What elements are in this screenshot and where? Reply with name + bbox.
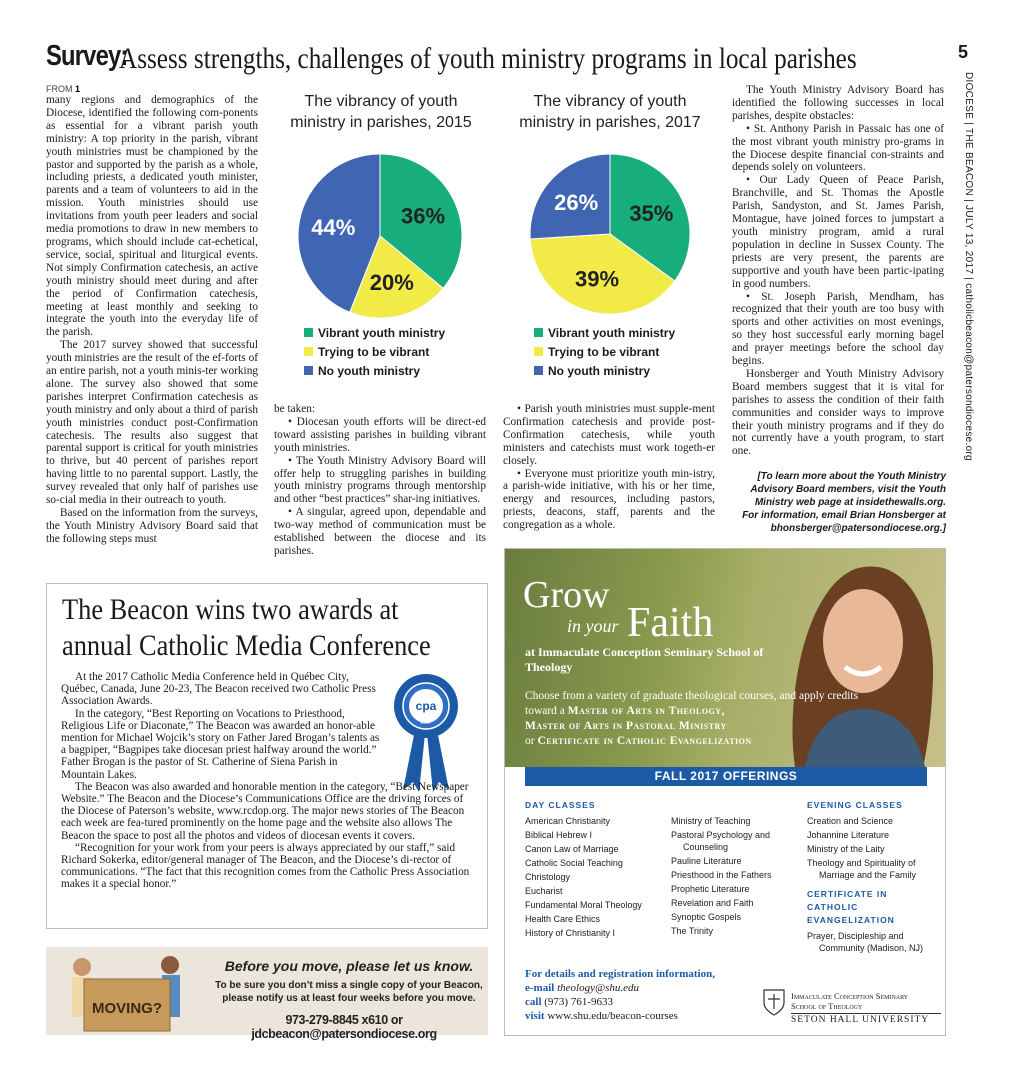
ad-contact xyxy=(525,967,745,1023)
legend-label: Trying to be vibrant xyxy=(318,344,430,359)
ad-or: or xyxy=(525,735,535,747)
seminary-line: School of Theology xyxy=(791,1001,863,1011)
pie-data-label: 39% xyxy=(575,266,620,292)
from-page: 1 xyxy=(75,84,81,94)
pie-data-label: 36% xyxy=(401,203,446,229)
paragraph: At the 2017 Catholic Media Conference held in Québec City, Québec, Canada, June 20-23, The Beacon received two Catholic Press Association Awards. xyxy=(61,671,376,708)
paragraph: • St. Anthony Parish in Passaic has one of the most vibrant youth ministry pro-grams in the Diocese despite financial con-straints and depends solely on volunteers. xyxy=(732,122,944,174)
pie-data-label: 20% xyxy=(369,270,414,296)
chart-2017-title: The vibrancy of youth ministry in parishes, 2017 xyxy=(519,93,701,131)
paragraph: • A singular, agreed upon, dependable and two-way method of communication must be established between the diocese and its parishes. xyxy=(274,506,486,557)
chart-2015-pie xyxy=(296,152,464,320)
course: Priesthood in the Fathers xyxy=(671,870,772,880)
university-name: SETON HALL UNIVERSITY xyxy=(791,1013,941,1025)
legend-swatch xyxy=(534,328,543,337)
legend-swatch xyxy=(534,347,543,356)
legend-item xyxy=(534,323,675,342)
moving-notice xyxy=(46,947,488,1041)
ad-faith: Faith xyxy=(627,600,714,646)
day-classes-heading: DAY CLASSES xyxy=(525,800,596,810)
course: Marriage and the Family xyxy=(819,870,917,880)
seminary-seal-icon xyxy=(761,987,787,1017)
course: Counseling xyxy=(683,842,729,852)
ad-email: theology@shu.edu xyxy=(557,982,639,994)
course: Eucharist xyxy=(525,886,563,896)
legend-swatch xyxy=(304,328,313,337)
paragraph: The Beacon was also awarded and honorable mention in the category, “Best Newspaper Website.” The Beacon and the Diocese’s Communications Office are the driving forces of the Diocese of Paterson’s website, www.rcdop.org. The major news stories of The Beacon each week are fea-tured prominently on the home page and the website also allows The Beacon the space to post all the photos and videos of diocesan events it covers. xyxy=(61,780,469,842)
paragraph: many regions and demographics of the Diocese, identified the following com-ponents as essential for a vibrant parish youth ministry: A top priority in the parish, vibrant youth ministries must be championed by the pastor and supported by the parish as a whole, including priests, a dedicated youth minister, parents and a team of volunteers to aid in the mission. Youth ministries should use invitations from youth peer leaders and social media promotions to draw in new members to programs, which should include cat-echetical, service, social, spiritual and liturgical events. Not simply Confirmation catechesis, an active youth ministry should meet during and after the period of Confirmation catechesis, meeting at least monthly and seeking to integrate the youth into the everyday life of the parish. xyxy=(46,94,258,339)
call-label: call xyxy=(525,996,542,1008)
certificate-heading: CERTIFICATE IN CATHOLIC EVANGELIZATION xyxy=(807,889,895,925)
ad-details: For details and registration information, xyxy=(525,968,715,980)
chart-2015-title: The vibrancy of youth ministry in parishes, 2015 xyxy=(290,93,472,131)
ad-choose-text: Choose from a variety of graduate theological courses, and apply credits toward a xyxy=(525,690,859,717)
jump-from xyxy=(46,84,258,94)
from-label: FROM xyxy=(46,84,73,94)
paragraph: The 2017 survey showed that successful youth ministries are the result of the ef-forts of an entire parish, not a youth minis-ter working alone. The survey also showed that some parishes interpret Confirmation catechesis as youth ministry and only about a third of parish youth ministries conduct post-Confirmation catechesis. The results also suggest that parental support is critical for youth ministries to thrive, but 40 percent of parishes report having little to no parental support. Lastly, the survey revealed that only half of parishes use so-cial media in their outreach to youth. xyxy=(46,339,258,507)
seminary-line: Immaculate Conception Seminary xyxy=(791,991,909,1001)
paragraph: The Youth Ministry Advisory Board has identified the following successes in local parishes, despite obstacles: xyxy=(732,84,944,122)
learn-more-note: [To learn more about the Youth Ministry Advisory Board members, visit the Youth Ministry web page at insidethewalls.org. For information, email Brian Honsberger at bhonsberger@patersondiocese.org.] xyxy=(742,471,946,534)
headline-title: Assess strengths, challenges of youth ministry programs in local parishes xyxy=(119,42,857,75)
evening-classes-heading: EVENING CLASSES xyxy=(807,800,903,810)
legend-item xyxy=(534,342,675,361)
day-classes-col-1 xyxy=(525,799,665,940)
email-label: e-mail xyxy=(525,982,555,994)
course: Johannine Literature xyxy=(807,830,890,840)
course: The Trinity xyxy=(671,926,714,936)
legend-item xyxy=(304,323,445,342)
legend-label: Vibrant youth ministry xyxy=(318,325,446,340)
legend-item xyxy=(304,361,445,380)
article-column-1 xyxy=(46,84,258,546)
chart-2017-pie xyxy=(528,152,692,316)
course: Revelation and Faith xyxy=(671,898,754,908)
ad-photo xyxy=(505,549,946,767)
legend-label: No youth ministry xyxy=(318,363,421,378)
course: Ministry of Teaching xyxy=(671,816,751,826)
article-column-3 xyxy=(503,403,715,532)
course: History of Christianity I xyxy=(525,928,616,938)
paragraph: • Parish youth ministries must supple-ment Confirmation catechesis and provide post-Confirmation catechesis, while youth ministers and catechists must work togeth-er closely. xyxy=(503,403,715,467)
headline xyxy=(46,40,946,80)
ad-degree: Master of Arts in Pastoral Ministry xyxy=(525,720,727,732)
beacon-body xyxy=(61,671,473,891)
course: Community (Madison, NJ) xyxy=(819,943,924,953)
course: Health Care Ethics xyxy=(525,914,601,924)
paragraph: • Everyone must prioritize youth min-istry, a parish-wide initiative, with his or her time, energy and resources, including pastors, priests, deacons, staff, parents and the congregation as a whole. xyxy=(503,467,715,532)
paragraph: Based on the information from the surveys, the Youth Ministry Advisory Board said that the following steps must xyxy=(46,507,258,545)
legend-label: Vibrant youth ministry xyxy=(548,325,676,340)
moving-box-icon xyxy=(58,953,198,1033)
day-classes-col-2 xyxy=(671,814,801,938)
pie-data-label: 44% xyxy=(311,215,356,241)
beacon-title xyxy=(62,592,432,664)
course: Biblical Hebrew I xyxy=(525,830,593,840)
ad-grow: Grow xyxy=(523,574,610,616)
course: Pastoral Psychology and xyxy=(671,830,771,840)
course: Prayer, Discipleship and xyxy=(807,931,904,941)
legend-label: Trying to be vibrant xyxy=(548,344,660,359)
chart-2015-legend xyxy=(304,323,445,380)
course: Creation and Science xyxy=(807,816,894,826)
paragraph: In the category, “Best Reporting on Vocations to Priesthood, Religious Life or Diaconate,” The Beacon was awarded an honor-able mention for Michael Wojcik’s story on Father Jared Brogan’s talents as a bagpiper, “Bagpipes take diocesan priest halfway around the world.” Father Brogan is the pastor of St. Catherine of Siena Parish in Mountain Lakes. xyxy=(61,707,380,781)
article-column-4 xyxy=(732,84,944,458)
ad-banner: FALL 2017 OFFERINGS xyxy=(525,767,927,786)
badge-year: 2017 xyxy=(420,720,432,726)
moving-heading: Before you move, please let us know. xyxy=(224,958,474,974)
course: Prophetic Literature xyxy=(671,884,750,894)
moving-contact: 973-279-8845 x610 or jdcbeacon@patersondiocese.org xyxy=(251,1013,437,1041)
legend-item xyxy=(304,342,445,361)
paragraph: • Diocesan youth efforts will be direct-ed toward assisting parishes in building vibrant youth ministries. xyxy=(274,415,486,454)
beacon-title-line: The Beacon wins two awards at xyxy=(62,593,399,626)
ad-school: at Immaculate Conception Seminary School of Theology xyxy=(525,645,764,674)
pie-data-label: 35% xyxy=(629,200,674,226)
legend-swatch xyxy=(304,366,313,375)
course: Fundamental Moral Theology xyxy=(525,900,642,910)
page-strip-text: DIOCESE | THE BEACON | JULY 13, 2017 | catholicbeacon@patersondiocese.org xyxy=(963,72,974,461)
page-strip xyxy=(958,72,980,461)
course: Theology and Spirituality of xyxy=(807,858,916,868)
visit-label: visit xyxy=(525,1010,545,1022)
moving-sub: To be sure you don’t miss a single copy of your Beacon, please notify us at least four weeks before you move. xyxy=(215,980,483,1004)
moving-box-label: MOVING? xyxy=(92,1000,162,1017)
paragraph: • Our Lady Queen of Peace Parish, Branchville, and St. Thomas the Apostle Parish, Sandyston, and St. James Parish, Montague, have joined forces to jumpstart a youth ministry program, amid a rural population in decline in Sussex County. The priests are very present, the parents are supportive and youth have been partic-ipating in good numbers. xyxy=(732,174,944,290)
ad-degree: Master of Arts in Theology, xyxy=(567,705,725,717)
legend-swatch xyxy=(304,347,313,356)
beacon-awards-article xyxy=(46,583,488,929)
ad-in-your: in your xyxy=(567,616,619,636)
course: Pauline Literature xyxy=(671,856,742,866)
course: Christology xyxy=(525,872,571,882)
course: Canon Law of Marriage xyxy=(525,844,619,854)
course: Catholic Social Teaching xyxy=(525,858,623,868)
headline-kicker: Survey: xyxy=(46,40,128,72)
legend-swatch xyxy=(534,366,543,375)
seminary-ad xyxy=(504,548,946,1036)
legend-item xyxy=(534,361,675,380)
paragraph: • The Youth Ministry Advisory Board will offer help to struggling parishes in building youth ministry programs through mentorship and other “best practices” shar-ing initiatives. xyxy=(274,454,486,506)
paragraph: “Recognition for your work from your peers is always appreciated by our staff,” said Richard Sokerka, editor/general manager of The Beacon, and the Diocese’s di-rector of communications. “The fact that this recognition comes from the Catholic Press Association makes it a special honor.” xyxy=(61,841,470,891)
course: American Christianity xyxy=(525,816,611,826)
paragraph: Honsberger and Youth Ministry Advisory Board members suggest that it is vital for parishes to assess the condition of their faith communities and consider ways to improve their youth ministry programs and if they do not currently have a youth program, to start one. xyxy=(732,367,944,458)
beacon-title-line: annual Catholic Media Conference xyxy=(62,629,431,662)
pie-data-label: 26% xyxy=(554,190,599,216)
page-number: 5 xyxy=(958,42,969,62)
ad-url: www.shu.edu/beacon-courses xyxy=(547,1010,678,1022)
paragraph: be taken: xyxy=(274,403,316,415)
evening-classes-col xyxy=(807,799,937,955)
badge-text: cpa xyxy=(415,699,437,713)
ad-phone: (973) 761-9633 xyxy=(544,996,613,1008)
course: Synoptic Gospels xyxy=(671,912,742,922)
legend-label: No youth ministry xyxy=(548,363,651,378)
paragraph: • St. Joseph Parish, Mendham, has recognized that their youth are too busy with sports and other activities on most evenings, so they host successful early morning bagel and prayer meetings before the school day begins. xyxy=(732,290,944,368)
seminary-logo-text xyxy=(791,991,941,1025)
chart-2017-legend xyxy=(534,323,675,380)
course: Ministry of the Laity xyxy=(807,844,885,854)
article-column-2 xyxy=(274,403,486,558)
ad-degree: Certificate in Catholic Evangelization xyxy=(537,735,752,747)
ad-choose xyxy=(525,689,885,749)
